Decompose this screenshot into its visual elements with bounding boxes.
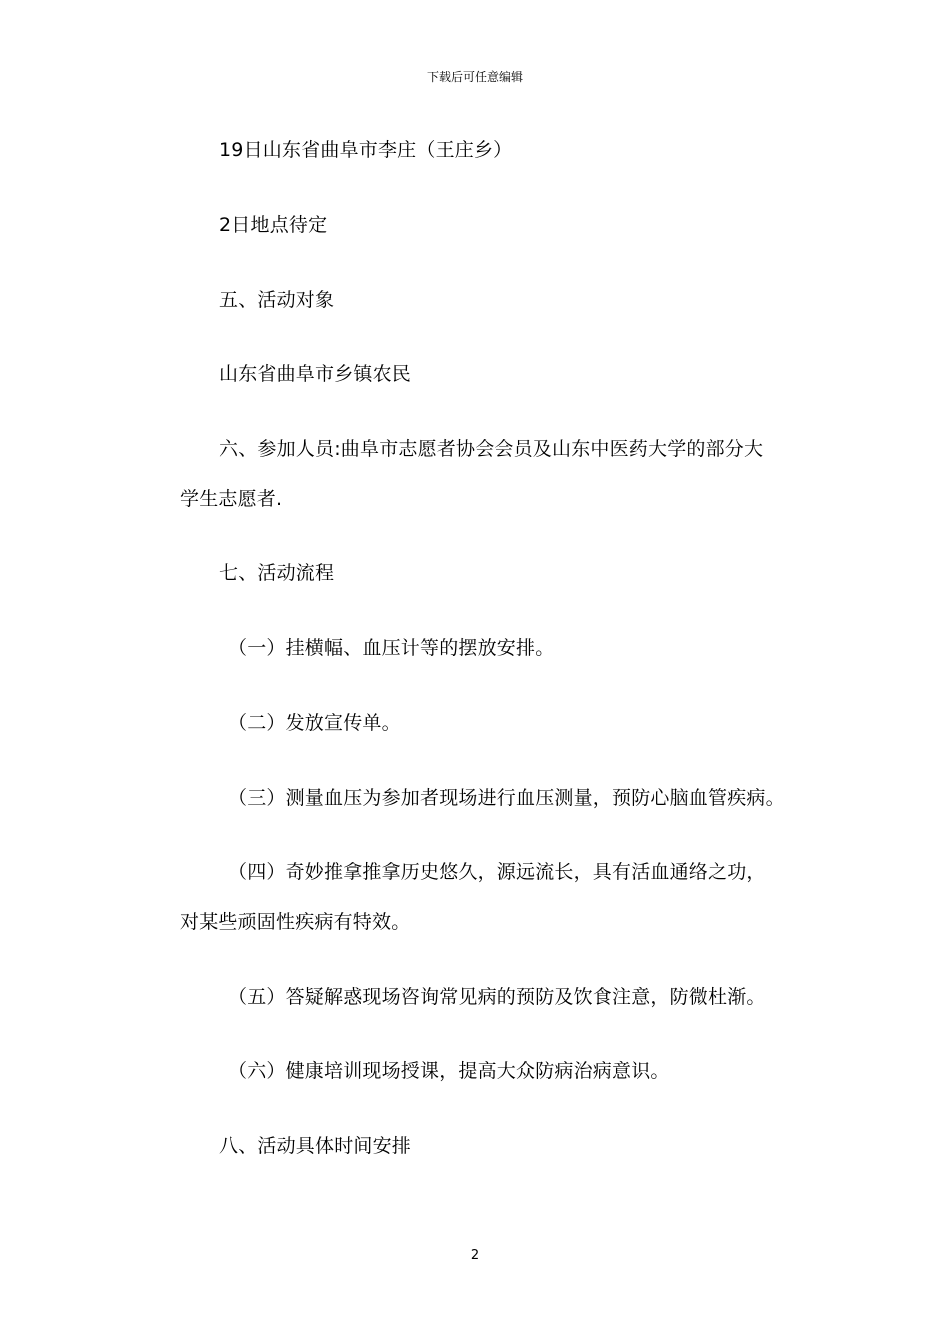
paragraph-line: 学生志愿者. <box>180 488 283 510</box>
list-item: （六）健康培训现场授课，提高大众防病治病意识。 <box>228 1060 670 1082</box>
list-item-continuation: 对某些顽固性疾病有特效。 <box>180 911 411 933</box>
list-item: （四）奇妙推拿推拿历史悠久，源远流长，具有活血通络之功， <box>228 861 766 883</box>
paragraph-line: 2日地点待定 <box>219 214 328 236</box>
page-number: 2 <box>470 1248 480 1263</box>
section-heading: 七、活动流程 <box>219 562 335 584</box>
paragraph-line: 19日山东省曲阜市李庄（王庄乡） <box>219 139 513 161</box>
section-heading: 五、活动对象 <box>219 289 335 311</box>
list-item: （五）答疑解惑现场咨询常见病的预防及饮食注意，防微杜渐。 <box>228 986 766 1008</box>
list-item: （一）挂横幅、血压计等的摆放安排。 <box>228 637 555 659</box>
list-item: （二）发放宣传单。 <box>228 712 401 734</box>
list-item: （三）测量血压为参加者现场进行血压测量，预防心脑血管疾病。 <box>228 787 785 809</box>
section-heading: 八、活动具体时间安排 <box>219 1135 412 1157</box>
paragraph-line: 山东省曲阜市乡镇农民 <box>219 363 412 385</box>
page-header: 下载后可任意编辑 <box>426 70 523 84</box>
section-heading: 六、参加人员:曲阜市志愿者协会会员及山东中医药大学的部分大 <box>219 438 764 460</box>
